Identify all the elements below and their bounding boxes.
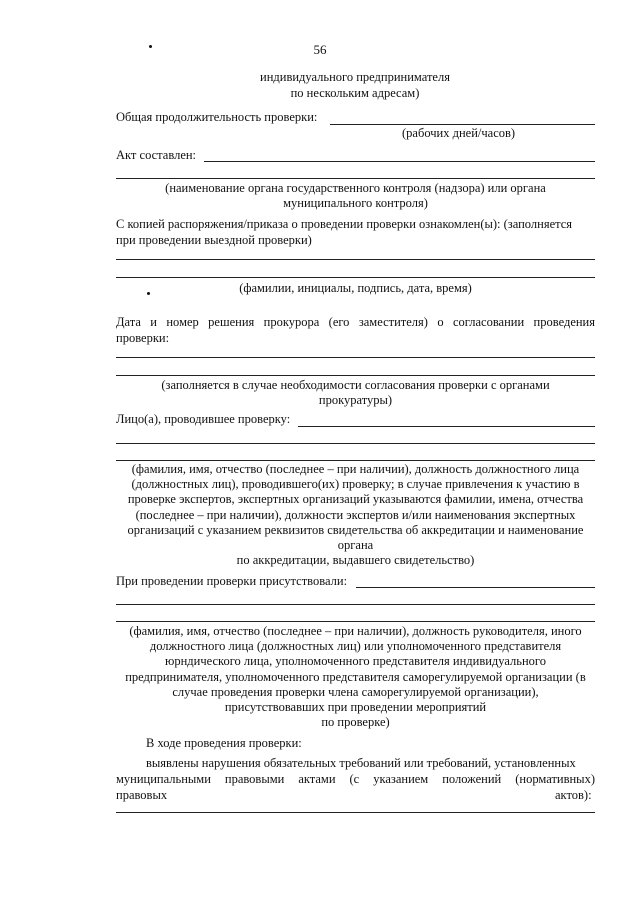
course-line-2: муниципальными правовыми актами (с указанием положений (нормативных) bbox=[116, 772, 595, 786]
act-hint-2: муниципального контроля) bbox=[283, 196, 428, 210]
act-label: Акт составлен: bbox=[116, 148, 197, 162]
present-fill-line-1 bbox=[356, 587, 595, 588]
act-fill-line-2 bbox=[116, 178, 595, 179]
prosecutor-hint-2: прокуратуры) bbox=[318, 393, 393, 407]
present-hint-line: случае проведения проверки члена саморегулируемой организации), bbox=[172, 684, 539, 699]
inspector-hint-line: (должностных лиц), проводившего(их) проверку; в случае привлечения к участию в bbox=[131, 477, 580, 492]
copy-fill-line-1 bbox=[116, 259, 595, 260]
copy-fill-line-2 bbox=[116, 277, 595, 278]
present-hint-line: юрндического лица, уполномоченного представителя индивидуального bbox=[165, 654, 546, 669]
inspector-hint-line: проверке экспертов, экспертных организаций указываются фамилии, имена, отчества bbox=[127, 492, 584, 507]
inspector-fill-line-2 bbox=[116, 443, 595, 444]
course-fill-line bbox=[116, 812, 595, 813]
duration-fill-line bbox=[330, 124, 595, 125]
copy-line-2: при проведении выездной проверки) bbox=[116, 233, 312, 247]
course-line-3-left: правовых bbox=[116, 788, 168, 802]
present-hint-line: присутствовавших при проведении мероприятий bbox=[224, 700, 487, 715]
prosecutor-fill-line-2 bbox=[116, 375, 595, 376]
prosecutor-hint-1: (заполняется в случае необходимости согласования проверки с органами bbox=[161, 378, 550, 392]
act-hint-1: (наименование органа государственного контроля (надзора) или органа bbox=[165, 181, 546, 195]
present-hint bbox=[110, 624, 601, 730]
inspector-label: Лицо(а), проводившее проверку: bbox=[116, 412, 291, 426]
course-line-1: выявлены нарушения обязательных требований или требований, установленных bbox=[146, 756, 576, 770]
inspector-hint bbox=[110, 462, 601, 568]
header-line-2: по нескольким адресам) bbox=[290, 86, 420, 100]
present-fill-line-3 bbox=[116, 621, 595, 622]
prosecutor-line-2: проверки: bbox=[116, 331, 170, 345]
inspector-fill-line-1 bbox=[298, 426, 595, 427]
copy-line-1: С копией распоряжения/приказа о проведении проверки ознакомлен(ы): (заполняется bbox=[116, 217, 573, 231]
present-hint-line: (фамилия, имя, отчество (последнее – при наличии), должность руководителя, иного bbox=[129, 624, 582, 638]
course-line-3-right: актов): bbox=[555, 788, 592, 802]
inspector-hint-line: (фамилия, имя, отчество (последнее – при наличии), должность должностного лица bbox=[131, 462, 580, 476]
duration-label: Общая продолжительность проверки: bbox=[116, 110, 318, 124]
duration-hint: (рабочих дней/часов) bbox=[402, 126, 516, 140]
header-line-1: индивидуального предпринимателя bbox=[260, 70, 450, 84]
act-fill-line bbox=[204, 161, 595, 162]
inspector-hint-line: по аккредитации, выдавшего свидетельство) bbox=[236, 553, 475, 568]
inspector-hint-line: органа bbox=[337, 538, 374, 553]
present-hint-line: по проверке) bbox=[321, 715, 390, 730]
present-hint-line: предпринимателя, уполномоченного представителя саморегулируемой организации (в bbox=[125, 669, 586, 684]
present-label: При проведении проверки присутствовали: bbox=[116, 574, 348, 588]
inspector-fill-line-3 bbox=[116, 460, 595, 461]
inspector-hint-line: (последнее – при наличии), должности экспертов и/или наименования экспертных bbox=[135, 507, 576, 522]
present-hint-line: должностного лица (должностных лиц) или уполномоченного представителя bbox=[149, 639, 562, 654]
present-fill-line-2 bbox=[116, 604, 595, 605]
course-heading: В ходе проведения проверки: bbox=[146, 736, 302, 750]
prosecutor-line-1: Дата и номер решения прокурора (его заместителя) о согласовании проведения bbox=[116, 315, 595, 329]
copy-hint: (фамилии, инициалы, подпись, дата, время) bbox=[239, 281, 472, 295]
inspector-hint-line: организаций с указанием реквизитов свидетельства об аккредитации и наименование bbox=[127, 522, 584, 537]
page-number: 56 bbox=[313, 42, 327, 57]
prosecutor-fill-line-1 bbox=[116, 357, 595, 358]
